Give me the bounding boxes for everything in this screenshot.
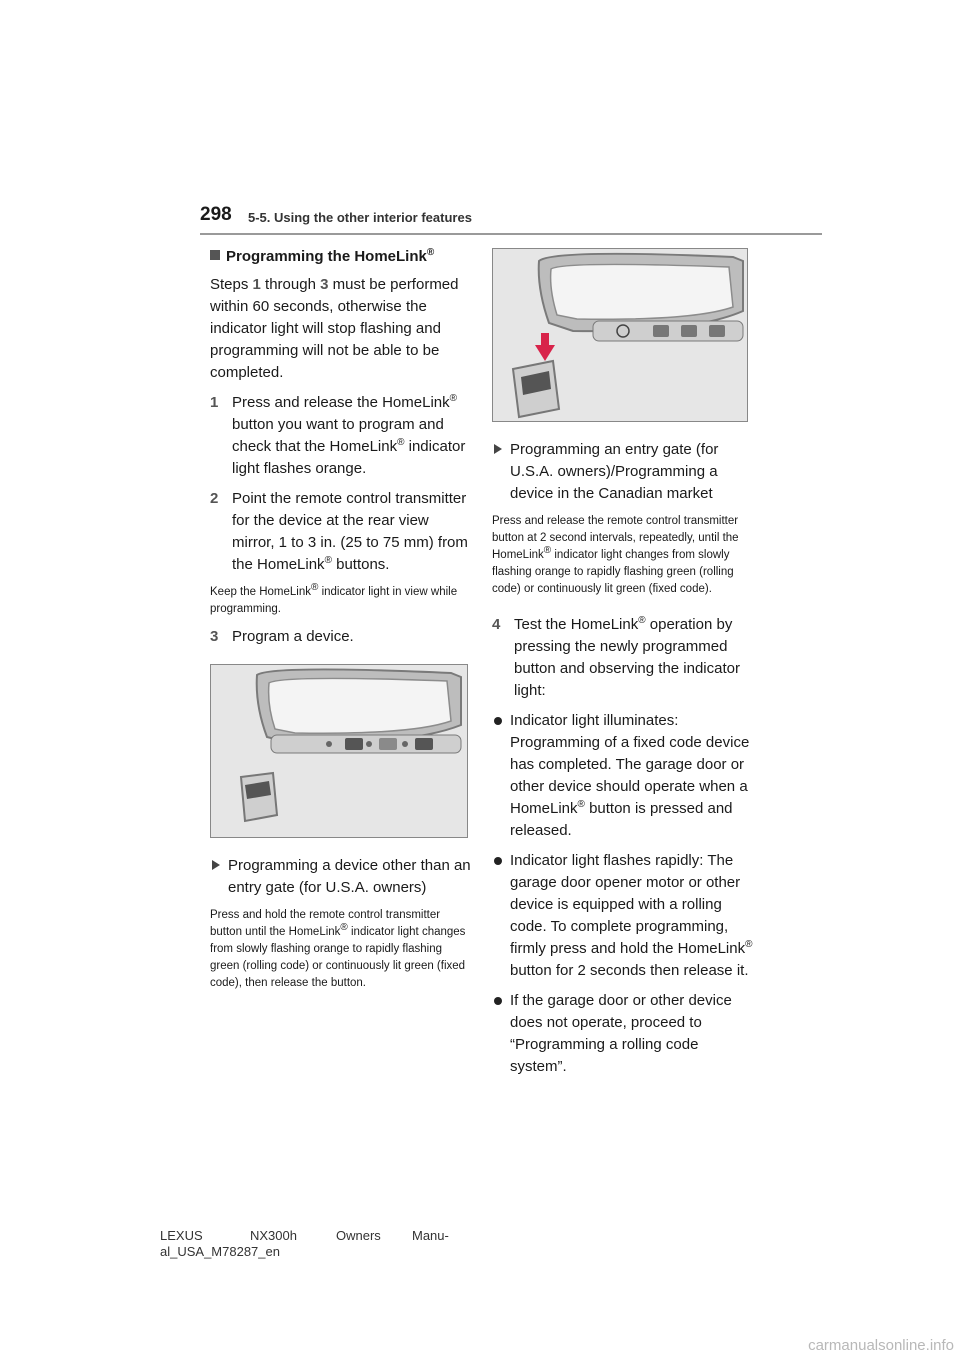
left-column	[210, 246, 472, 1000]
bullet-item: Programming an entry gate (for U.S.A. owners)/Programming a device in the Canadian market	[492, 439, 754, 505]
bullet-item: Programming a device other than an entry gate (for U.S.A. owners)	[210, 855, 472, 899]
mirror-illustration-press	[492, 248, 748, 422]
dot-bullet-icon	[494, 717, 502, 725]
watermark: carmanualsonline.info	[808, 1337, 954, 1354]
bullet-item: If the garage door or other device does not operate, proceed to “Programming a rolling code system”.	[492, 990, 754, 1078]
bullet-item: Indicator light illuminates: Programming of a fixed code device has completed. The garage door or other device should operate when a HomeLink® button is pressed and released.	[492, 710, 754, 842]
page-header	[200, 200, 822, 236]
step-3: 3 Program a device.	[210, 626, 472, 648]
section-title: 5-5. Using the other interior features	[248, 210, 472, 225]
step-4: 4 Test the HomeLink® operation by pressing the newly programmed button and observing the indicator light:	[492, 615, 740, 699]
note-text: Keep the HomeLink® indicator light in view while programming.	[210, 582, 458, 615]
section-heading: Programming the HomeLink®	[210, 246, 472, 268]
header-divider	[200, 233, 822, 235]
note-text: Press and hold the remote control transmitter button until the HomeLink® indicator light changes from slowly flashing orange to rapidly flashing green (rolling code) or continuously lit green (fixed code), then release the button.	[210, 909, 466, 989]
step-number: 3	[210, 628, 219, 645]
triangle-bullet-icon	[212, 860, 220, 870]
bullet-item: Indicator light flashes rapidly: The garage door opener motor or other device is equipped with a rolling code. To complete programming, firmly press and hold the HomeLink® button for 2 seconds then release it.	[492, 850, 754, 982]
mirror-illustration-program	[210, 664, 468, 838]
page-footer: LEXUS NX300h Owners Manu- al_USA_M78287_en	[160, 1228, 449, 1259]
square-bullet-icon	[210, 250, 220, 260]
intro-paragraph: Steps 1 through 3 must be performed within 60 seconds, otherwise the indicator light will stop flashing and programming will not be able to be completed.	[210, 276, 459, 381]
step-2: 2 Point the remote control transmitter for the device at the rear view mirror, 1 to 3 in. (25 to 75 mm) from the HomeLink® buttons.	[210, 490, 468, 573]
step-1: 1 Press and release the HomeLink® button you want to program and check that the HomeLink® indicator light flashes orange.	[210, 393, 466, 477]
page-number: 298	[200, 204, 232, 225]
step-number: 4	[492, 616, 501, 633]
triangle-bullet-icon	[494, 444, 502, 454]
dot-bullet-icon	[494, 857, 502, 865]
step-number: 1	[210, 394, 219, 411]
note-text: Press and release the remote control transmitter button at 2 second intervals, repeatedly, until the HomeLink® indicator light changes from slowly flashing orange to rapidly flashing green (rolling code) or continuously lit green (fixed code).	[492, 515, 739, 595]
step-number: 2	[210, 490, 219, 507]
dot-bullet-icon	[494, 997, 502, 1005]
right-column	[492, 248, 754, 1086]
